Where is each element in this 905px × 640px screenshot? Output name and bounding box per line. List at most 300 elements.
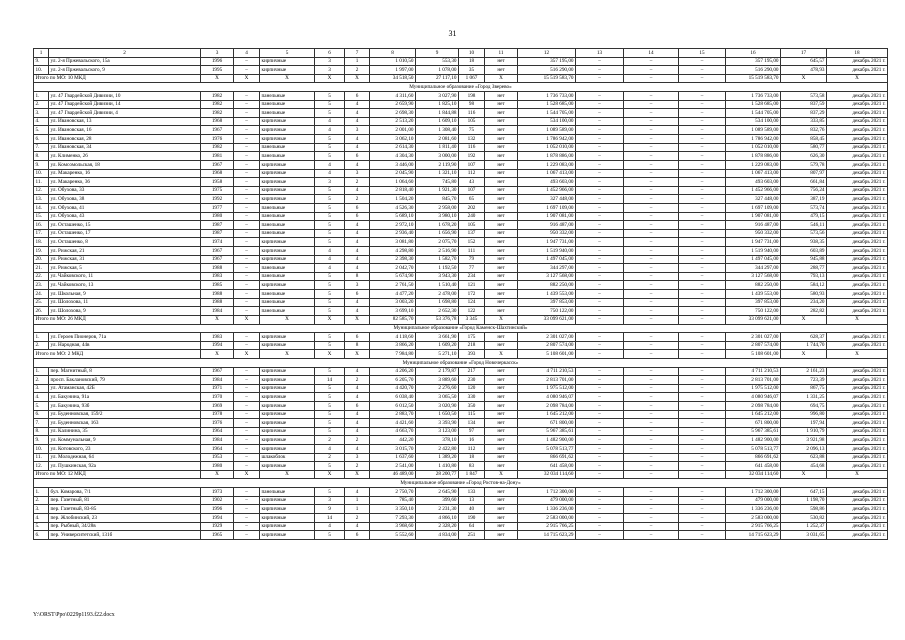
- table-cell: 882 250,00: [726, 281, 781, 290]
- table-cell: 5: [315, 229, 345, 238]
- table-cell: 3.: [34, 109, 49, 118]
- table-cell: –: [234, 513, 260, 522]
- address-cell: ул. Рижская, 5: [49, 264, 201, 273]
- table-cell: 628,37: [781, 333, 827, 342]
- table-cell: 2 645,90: [416, 488, 459, 497]
- table-cell: 837,29: [781, 109, 827, 118]
- table-cell: нет: [485, 247, 518, 256]
- table-row: [34, 203, 888, 212]
- table-cell: нет: [485, 178, 518, 187]
- table-cell: 2: [345, 376, 370, 385]
- table-cell: декабрь 2021 г.: [827, 410, 888, 419]
- table-cell: –: [679, 255, 726, 264]
- address-cell: ул. 47 Гвардейской Дивизии, 4: [49, 109, 201, 118]
- table-cell: 1 645 212,00: [518, 410, 576, 419]
- total-cell: 5 271,10: [416, 350, 459, 359]
- table-cell: 3: [315, 178, 345, 187]
- table-cell: нет: [485, 281, 518, 290]
- table-cell: шлакоблок: [260, 453, 315, 462]
- address-cell: ул. Народная, 44в: [49, 341, 201, 350]
- table-cell: –: [234, 290, 260, 299]
- table-cell: кирпичные: [260, 57, 315, 66]
- table-cell: –: [624, 135, 679, 144]
- table-cell: нет: [485, 117, 518, 126]
- table-cell: –: [576, 281, 624, 290]
- table-cell: 357 195,00: [726, 57, 781, 66]
- table-cell: –: [624, 92, 679, 101]
- table-cell: 1981: [201, 152, 234, 161]
- table-cell: 534 100,00: [726, 117, 781, 126]
- table-cell: –: [576, 462, 624, 471]
- table-cell: 4: [315, 126, 345, 135]
- table-cell: –: [679, 307, 726, 316]
- table-cell: –: [624, 238, 679, 247]
- table-cell: –: [234, 212, 260, 221]
- table-cell: 493 603,00: [726, 178, 781, 187]
- table-cell: 4 118,60: [370, 333, 416, 342]
- table-cell: 4: [345, 238, 370, 247]
- table-cell: 11.: [34, 178, 49, 187]
- table-cell: 2: [345, 195, 370, 204]
- table-cell: 8: [345, 341, 370, 350]
- table-cell: 1 907 081,00: [726, 212, 781, 221]
- table-cell: 1984: [201, 376, 234, 385]
- table-cell: –: [576, 272, 624, 281]
- table-cell: декабрь 2021 г.: [827, 178, 888, 187]
- table-cell: –: [679, 401, 726, 410]
- table-cell: 2 958,00: [416, 203, 459, 212]
- total-cell: X: [315, 350, 345, 359]
- table-cell: 3: [345, 126, 370, 135]
- table-cell: 530,82: [781, 513, 827, 522]
- table-row: [34, 169, 888, 178]
- table-cell: 1 786 942,00: [518, 135, 576, 144]
- table-cell: нет: [485, 57, 518, 66]
- table-cell: –: [624, 436, 679, 445]
- table-cell: декабрь 2021 г.: [827, 427, 888, 436]
- address-cell: пер. Рыбный, 34/28в: [49, 522, 201, 531]
- table-cell: 1 067 413,00: [726, 169, 781, 178]
- table-cell: –: [679, 298, 726, 307]
- table-cell: 1970: [201, 393, 234, 402]
- table-cell: –: [576, 135, 624, 144]
- total-cell: 46 489,00: [370, 470, 416, 479]
- table-cell: –: [234, 195, 260, 204]
- table-cell: декабрь 2021 г.: [827, 143, 888, 152]
- table-cell: 4: [345, 229, 370, 238]
- total-cell: –: [679, 315, 726, 324]
- column-number-5: 5: [260, 49, 315, 58]
- table-cell: 626,30: [781, 152, 827, 161]
- table-cell: 230: [459, 376, 485, 385]
- table-cell: 671 800,00: [518, 419, 576, 428]
- section-heading-row: [34, 83, 888, 92]
- table-row: [34, 419, 888, 428]
- table-cell: панельные: [260, 100, 315, 109]
- table-cell: декабрь 2021 г.: [827, 462, 888, 471]
- table-cell: 1987: [201, 221, 234, 230]
- table-cell: –: [679, 333, 726, 342]
- address-cell: ул. Котовского, 23: [49, 445, 201, 454]
- table-cell: 1.: [34, 333, 49, 342]
- table-cell: 6 038,40: [370, 393, 416, 402]
- table-cell: 950 332,00: [518, 229, 576, 238]
- table-cell: нет: [485, 126, 518, 135]
- table-cell: 1 308,40: [416, 126, 459, 135]
- table-cell: –: [234, 264, 260, 273]
- table-cell: 1967: [201, 126, 234, 135]
- table-cell: 2 972,10: [370, 221, 416, 230]
- register-table: [33, 48, 888, 540]
- table-cell: 4: [345, 247, 370, 256]
- table-cell: –: [576, 505, 624, 514]
- table-cell: 1 907 081,00: [518, 212, 576, 221]
- table-cell: 750 122,00: [518, 307, 576, 316]
- table-cell: –: [624, 264, 679, 273]
- table-cell: кирпичные: [260, 462, 315, 471]
- address-cell: ул. Буденновская, 159/2: [49, 410, 201, 419]
- table-cell: 1978: [201, 410, 234, 419]
- table-cell: –: [576, 488, 624, 497]
- table-cell: 4: [345, 109, 370, 118]
- table-row: [34, 410, 888, 419]
- table-cell: панельные: [260, 229, 315, 238]
- table-cell: 1: [345, 505, 370, 514]
- table-cell: –: [624, 152, 679, 161]
- table-cell: 4: [345, 384, 370, 393]
- table-cell: нет: [485, 419, 518, 428]
- table-cell: 1 089 589,00: [726, 126, 781, 135]
- table-cell: декабрь 2021 г.: [827, 212, 888, 221]
- table-cell: 1 510,40: [416, 281, 459, 290]
- table-cell: 40: [459, 505, 485, 514]
- table-row: [34, 247, 888, 256]
- table-cell: –: [576, 410, 624, 419]
- table-cell: нет: [485, 160, 518, 169]
- table-cell: 2 583 000,00: [518, 513, 576, 522]
- table-cell: 5: [315, 488, 345, 497]
- table-cell: 2 075,70: [416, 238, 459, 247]
- table-cell: 3 699,10: [370, 307, 416, 316]
- total-cell: X: [315, 470, 345, 479]
- table-cell: 8.: [34, 152, 49, 161]
- table-cell: 750 122,00: [726, 307, 781, 316]
- table-cell: 6: [345, 333, 370, 342]
- table-row: [34, 333, 888, 342]
- table-cell: 4: [345, 307, 370, 316]
- table-cell: 454,68: [781, 462, 827, 471]
- table-cell: 516 290,00: [518, 66, 576, 75]
- table-cell: 3 123,00: [416, 427, 459, 436]
- table-cell: 1 844,88: [416, 109, 459, 118]
- table-cell: 2 516,90: [416, 247, 459, 256]
- table-cell: –: [624, 160, 679, 169]
- table-cell: 2: [345, 462, 370, 471]
- table-cell: 1 736 733,00: [518, 92, 576, 101]
- total-cell: X: [485, 350, 518, 359]
- table-cell: 251: [459, 531, 485, 540]
- table-cell: нет: [485, 522, 518, 531]
- table-cell: 2 301 027,00: [726, 333, 781, 342]
- table-cell: 2 807 574,00: [726, 341, 781, 350]
- address-cell: ул. Коммунальная, 9: [49, 436, 201, 445]
- table-cell: декабрь 2021 г.: [827, 505, 888, 514]
- table-cell: декабрь 2021 г.: [827, 341, 888, 350]
- table-cell: 1902: [201, 496, 234, 505]
- address-cell: ул. Чайковского, 13: [49, 281, 201, 290]
- table-cell: 17.: [34, 229, 49, 238]
- table-cell: 13.: [34, 195, 49, 204]
- address-cell: ул. Атаманская, 42Б: [49, 384, 201, 393]
- table-cell: 16.: [34, 221, 49, 230]
- table-cell: 1 439 553,00: [726, 290, 781, 299]
- table-cell: 6.: [34, 135, 49, 144]
- table-row: [34, 238, 888, 247]
- table-cell: 1 528 685,00: [726, 100, 781, 109]
- table-cell: декабрь 2021 г.: [827, 186, 888, 195]
- table-cell: 845,70: [416, 195, 459, 204]
- table-cell: 115: [459, 410, 485, 419]
- table-row: [34, 109, 888, 118]
- table-cell: 112: [459, 445, 485, 454]
- table-cell: 105: [459, 117, 485, 126]
- table-cell: 4 421,60: [370, 419, 416, 428]
- table-cell: 172: [459, 290, 485, 299]
- table-cell: –: [679, 186, 726, 195]
- table-cell: 2: [315, 453, 345, 462]
- table-cell: 1 504,20: [370, 195, 416, 204]
- table-cell: нет: [485, 427, 518, 436]
- table-cell: 14.: [34, 203, 49, 212]
- table-cell: 5 078 513,77: [518, 445, 576, 454]
- table-cell: 9: [315, 505, 345, 514]
- table-cell: 4: [345, 445, 370, 454]
- table-cell: 22.: [34, 272, 49, 281]
- table-row: [34, 255, 888, 264]
- table-row: [34, 298, 888, 307]
- table-cell: 2 328,20: [416, 522, 459, 531]
- table-cell: –: [234, 221, 260, 230]
- column-number-11: 11: [485, 49, 518, 58]
- table-cell: нет: [485, 264, 518, 273]
- table-cell: 3 062,10: [370, 135, 416, 144]
- table-cell: 4 711 210,53: [726, 367, 781, 376]
- total-cell: 27 117,10: [416, 74, 459, 83]
- table-cell: кирпичные: [260, 195, 315, 204]
- table-cell: 1 528 685,00: [518, 100, 576, 109]
- table-cell: 98: [459, 100, 485, 109]
- table-cell: нет: [485, 109, 518, 118]
- table-cell: –: [576, 264, 624, 273]
- table-cell: –: [679, 384, 726, 393]
- table-cell: 534 100,00: [518, 117, 576, 126]
- table-cell: 399,60: [416, 496, 459, 505]
- table-cell: 3 980,10: [416, 212, 459, 221]
- table-cell: 2 422,80: [416, 445, 459, 454]
- table-cell: 493 603,00: [518, 178, 576, 187]
- column-number-9: 9: [416, 49, 459, 58]
- table-cell: 387,19: [781, 195, 827, 204]
- table-cell: 5: [315, 92, 345, 101]
- table-cell: 1 582,70: [416, 255, 459, 264]
- table-cell: 198: [459, 92, 485, 101]
- table-cell: кирпичные: [260, 178, 315, 187]
- table-cell: 8: [345, 272, 370, 281]
- table-cell: 282,82: [781, 307, 827, 316]
- total-row: [34, 74, 888, 83]
- table-cell: 807,97: [781, 169, 827, 178]
- table-cell: кирпичные: [260, 393, 315, 402]
- table-cell: 1 052 010,00: [518, 143, 576, 152]
- table-cell: 3 065,50: [416, 393, 459, 402]
- table-cell: 288,77: [781, 264, 827, 273]
- table-cell: –: [234, 126, 260, 135]
- table-cell: 112: [459, 169, 485, 178]
- table-cell: нет: [485, 203, 518, 212]
- total-cell: X: [234, 470, 260, 479]
- table-cell: 832,76: [781, 126, 827, 135]
- table-cell: нет: [485, 152, 518, 161]
- table-cell: –: [234, 92, 260, 101]
- table-cell: 1 389,20: [416, 453, 459, 462]
- total-cell: X: [345, 74, 370, 83]
- table-cell: 5: [315, 419, 345, 428]
- table-cell: кирпичные: [260, 126, 315, 135]
- table-cell: нет: [485, 143, 518, 152]
- table-cell: –: [624, 522, 679, 531]
- table-row: [34, 178, 888, 187]
- total-cell: X: [260, 470, 315, 479]
- table-cell: 1994: [201, 341, 234, 350]
- table-row: [34, 445, 888, 454]
- table-cell: –: [234, 100, 260, 109]
- table-cell: 35: [459, 66, 485, 75]
- table-cell: 1 544 705,00: [726, 109, 781, 118]
- table-cell: –: [624, 126, 679, 135]
- table-cell: 1967: [201, 247, 234, 256]
- table-cell: –: [234, 160, 260, 169]
- table-cell: –: [679, 488, 726, 497]
- table-cell: 5: [315, 298, 345, 307]
- table-cell: –: [234, 401, 260, 410]
- table-cell: 5: [315, 100, 345, 109]
- table-cell: 2 042,70: [370, 264, 416, 273]
- table-cell: 1.: [34, 367, 49, 376]
- column-number-15: 15: [679, 49, 726, 58]
- table-cell: 756,24: [781, 186, 827, 195]
- table-cell: 1967: [201, 255, 234, 264]
- table-cell: –: [576, 290, 624, 299]
- table-cell: –: [679, 496, 726, 505]
- table-cell: 5: [315, 393, 345, 402]
- table-cell: 3 015,70: [370, 445, 416, 454]
- table-cell: –: [624, 367, 679, 376]
- table-cell: 14 715 623,29: [726, 531, 781, 540]
- table-cell: 197,94: [781, 419, 827, 428]
- table-cell: 1975: [201, 186, 234, 195]
- table-cell: декабрь 2021 г.: [827, 126, 888, 135]
- table-cell: 5.: [34, 522, 49, 531]
- table-cell: –: [624, 212, 679, 221]
- table-cell: 2: [345, 66, 370, 75]
- total-cell: X: [234, 74, 260, 83]
- table-cell: 5: [315, 135, 345, 144]
- table-cell: –: [576, 445, 624, 454]
- table-cell: 1958: [201, 178, 234, 187]
- table-cell: –: [234, 298, 260, 307]
- total-cell: X: [827, 74, 888, 83]
- table-cell: –: [624, 341, 679, 350]
- table-cell: –: [679, 445, 726, 454]
- table-cell: 1 656,90: [416, 229, 459, 238]
- table-cell: 882 250,00: [518, 281, 576, 290]
- table-cell: 10.: [34, 445, 49, 454]
- table-cell: 16: [459, 436, 485, 445]
- table-cell: 6 012,50: [370, 401, 416, 410]
- table-cell: 4: [315, 522, 345, 531]
- table-cell: 13: [459, 496, 485, 505]
- table-cell: 21.: [34, 264, 49, 273]
- address-cell: ул. Героев Пионеров, 71а: [49, 333, 201, 342]
- table-cell: нет: [485, 290, 518, 299]
- table-cell: –: [679, 195, 726, 204]
- table-cell: –: [576, 513, 624, 522]
- table-cell: –: [679, 221, 726, 230]
- total-cell: 53 376,78: [416, 315, 459, 324]
- table-cell: кирпичные: [260, 419, 315, 428]
- table-cell: –: [679, 66, 726, 75]
- table-cell: –: [679, 100, 726, 109]
- table-cell: кирпичные: [260, 66, 315, 75]
- table-cell: –: [624, 229, 679, 238]
- table-cell: 5: [315, 427, 345, 436]
- table-row: [34, 66, 888, 75]
- total-cell: X: [201, 315, 234, 324]
- table-cell: –: [576, 178, 624, 187]
- table-cell: –: [576, 66, 624, 75]
- table-cell: 6 205,70: [370, 376, 416, 385]
- table-cell: нет: [485, 272, 518, 281]
- table-cell: 1 482 900,00: [726, 436, 781, 445]
- table-cell: 6: [345, 401, 370, 410]
- table-cell: 1 697 109,00: [726, 203, 781, 212]
- table-cell: 1987: [201, 229, 234, 238]
- table-cell: 121: [459, 281, 485, 290]
- table-cell: 5: [315, 195, 345, 204]
- total-cell: X: [234, 350, 260, 359]
- table-cell: нет: [485, 393, 518, 402]
- table-cell: 3 921,98: [781, 436, 827, 445]
- table-cell: 397 853,00: [726, 298, 781, 307]
- table-cell: –: [624, 419, 679, 428]
- table-cell: –: [576, 453, 624, 462]
- table-cell: –: [679, 247, 726, 256]
- table-cell: 4: [345, 186, 370, 195]
- column-number-row: [34, 49, 888, 58]
- table-row: [34, 264, 888, 273]
- register-table-body: [34, 49, 888, 540]
- table-cell: –: [679, 410, 726, 419]
- table-cell: декабрь 2021 г.: [827, 419, 888, 428]
- table-cell: –: [576, 212, 624, 221]
- table-cell: нет: [485, 462, 518, 471]
- total-cell: –: [624, 315, 679, 324]
- column-number-8: 8: [370, 49, 416, 58]
- address-cell: ул. 2-я Пржевальского, 9: [49, 66, 201, 75]
- table-cell: 1 336 236,00: [726, 505, 781, 514]
- table-cell: 1 637,60: [370, 453, 416, 462]
- table-cell: 1969: [201, 401, 234, 410]
